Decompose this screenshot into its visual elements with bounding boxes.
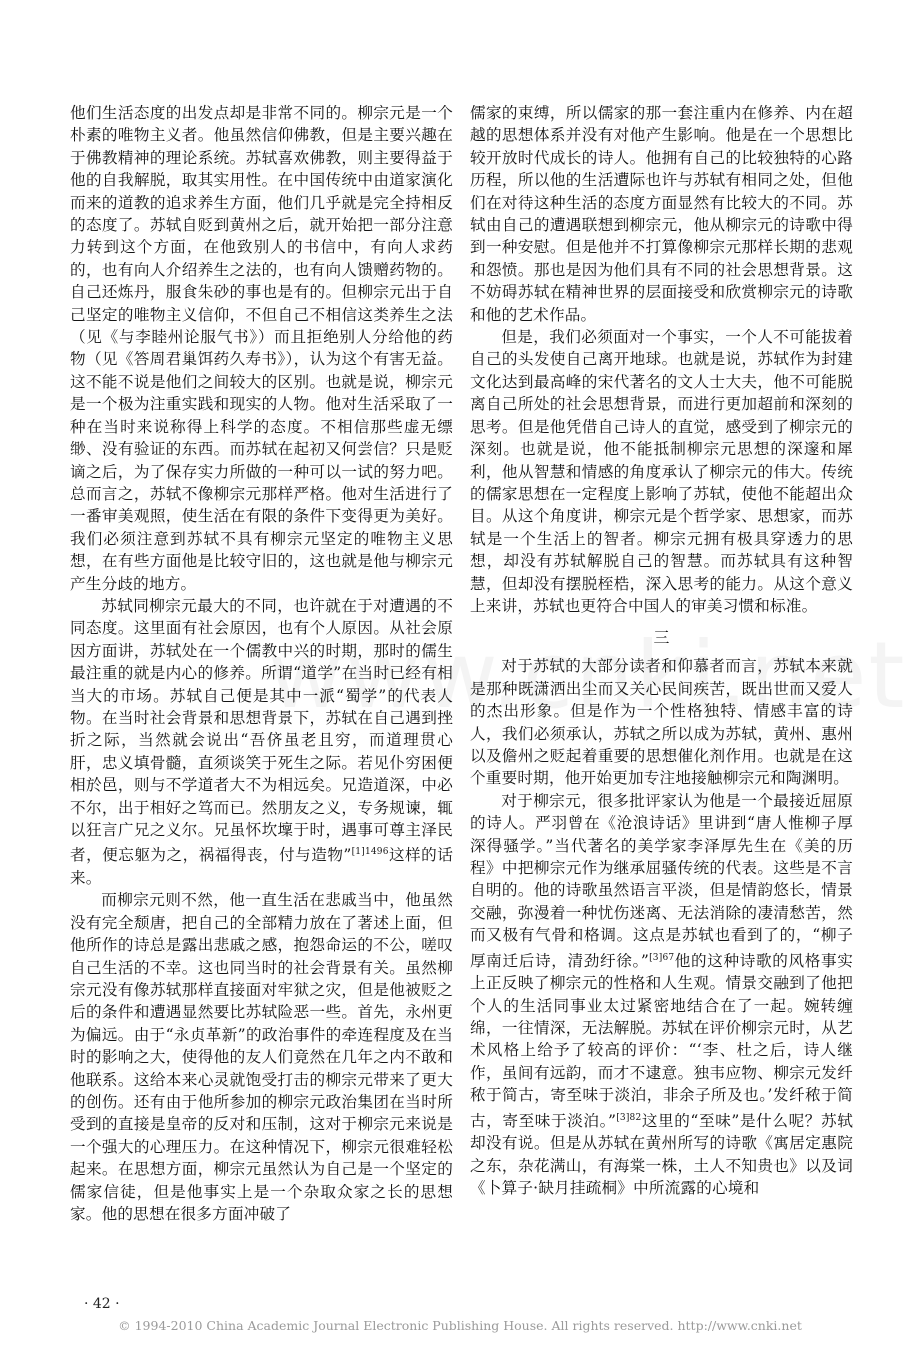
- paragraph-text: 他的这种诗歌的风格事实上正反映了柳宗元的性格和人生观。情景交融到了他把个人的生活同事业太过紧密地结合在了一起。婉转缠绵，一往情深，无法解脱。苏轼在评价柳宗元时，从艺术风格上给予了较高的评价：“‘李、杜之后，诗人继作，虽间有远韵，而才不逮意。独韦应物、柳宗元发纤秾于简古，寄至味于淡泊，非余子所及也。’发纤秾于简古，寄至味于淡泊。”: [470, 951, 854, 1130]
- page-number: · 42 ·: [84, 1296, 120, 1312]
- paragraph-text: 对于柳宗元，很多批评家认为他是一个最接近屈原的诗人。严羽曾在《沧浪诗话》里讲到“唐人惟柳子厚深得骚学。”当代著名的美学家李泽厚先生在《美的历程》中把柳宗元作为继承屈骚传统的代表。这些是不言自明的。他的诗歌虽然语言平淡，但是情韵悠长，情景交融，弥漫着一种忧伤迷离、无法消除的凄清愁苦，然而又极有气骨和格调。这点是苏轼也看到了的，“柳子厚南迁后诗，清劲纡徐。”: [470, 791, 853, 970]
- paragraph: [470, 790, 853, 1200]
- copyright-notice: © 1994-2010 China Academic Journal Electronic Publishing House. All rights reserved. http://www.cnki.net: [118, 1318, 802, 1333]
- paragraph-text: 这样的话来。: [70, 846, 453, 887]
- citation-marker: [3]82: [616, 1112, 642, 1123]
- citation-marker: [1]1496: [351, 847, 389, 858]
- paragraph: 儒家的束缚，所以儒家的那一套注重内在修养、内在超越的思想体系并没有对他产生影响。他是在一个思想比较开放时代成长的诗人。他拥有自己的比较独特的心路历程，所以他的生活遭际也许与苏轼有相同之处，但他们在对待这种生活的态度方面显然有比较大的不同。苏轼由自己的遭遇联想到柳宗元，他从柳宗元的诗歌中得到一种安慰。但是他并不打算像柳宗元那样长期的悲观和怨愤。那也是因为他们具有不同的社会思想背景。这不妨碍苏轼在精神世界的层面接受和欣赏柳宗元的诗歌和他的艺术作品。: [470, 104, 853, 324]
- paragraph: [70, 595, 453, 889]
- citation-marker: [3]67: [649, 952, 675, 963]
- paragraph: 而柳宗元则不然，他一直生活在悲戚当中，他虽然没有完全颓唐，把自己的全部精力放在了著述上面，但他所作的诗总是露出悲戚之感，抱怨命运的不公，嗟叹自己生活的不幸。这也同当时的社会背景有关。虽然柳宗元没有像苏轼那样直接面对牢狱之灾，但是他被贬之后的条件和遭遇显然要比苏轼险恶一些。首先，永州更为偏远。由于“永贞革新”的政治事件的牵连程度及在当时的影响之大，使得他的友人们竟然在几年之内不敢和他联系。这给本来心灵就饱受打击的柳宗元带来了更大的创伤。还有由于他所参加的柳宗元政治集团在当时所受到的直接是皇帝的反对和压制，这对于柳宗元来说是一个强大的心理压力。在这种情况下，柳宗元很难轻松起来。在思想方面，柳宗元虽然认为自己是一个坚定的儒家信徒，但是他事实上是一个杂取众家之长的思想家。他的思想在很多方面冲破了: [70, 891, 453, 1224]
- paragraph-text: 这里的“至味”是什么呢？苏轼却没有说。但是从苏轼在黄州所写的诗歌《寓居定惠院之东，杂花满山，有海棠一株，土人不知贵也》以及词《卜算子·缺月挂疏桐》中所流露的心境和: [470, 1111, 853, 1198]
- paragraph-text: 苏轼同柳宗元最大的不同，也许就在于对遭遇的不同态度。这里面有社会原因，也有个人原因。从社会原因方面讲，苏轼处在一个儒教中兴的时期，那时的儒生最注重的就是内心的修养。所谓“道学”在当时已经有相当大的市场。苏轼自己便是其中一派“蜀学”的代表人物。在当时社会背景和思想背景下，苏轼在自己遇到挫折之际，当然就会说出“吾侪虽老且穷，而道理贯心肝，忠义填骨髓，直须谈笑于死生之际。若见仆穷困便相於邑，则与不学道者大不为相远矣。兄造道深，中必不尔，出于相好之笃而已。然朋友之义，专务规谏，辄以狂言广兄之义尔。兄虽怀坎壈于时，遇事可尊主泽民者，便忘躯为之，祸福得丧，付与造物”: [70, 596, 453, 865]
- paragraph: 但是，我们必须面对一个事实，一个人不可能拔着自己的头发使自己离开地球。也就是说，苏轼作为封建文化达到最高峰的宋代著名的文人士大夫，他不可能脱离自己所处的社会思想背景，而进行更加超前和深刻的思考。但是他凭借自己诗人的直觉，感受到了柳宗元的深刻。也就是说，他不能抵制柳宗元思想的深邃和犀利，他从智慧和情感的角度承认了柳宗元的伟大。传统的儒家思想在一定程度上影响了苏轼，使他不能超出众目。从这个角度讲，柳宗元是个哲学家、思想家，而苏轼是一个生活上的智者。柳宗元拥有极具穿透力的思想，却没有苏轼解脱自己的智慧。而苏轼具有这种智慧，但却没有摆脱桎梏，深入思考的能力。从这个意义上来讲，苏轼也更符合中国人的审美习惯和标准。: [470, 328, 853, 615]
- left-column: [70, 102, 453, 1226]
- paragraph: 他们生活态度的出发点却是非常不同的。柳宗元是一个朴素的唯物主义者。他虽然信仰佛教，但是主要兴趣在于佛教精神的理论系统。苏轼喜欢佛教，则主要得益于他的自我解脱，取其实用性。在中国传统中由道家演化而来的道教的追求养生方面，他们几乎就是完全持相反的态度了。苏轼自贬到黄州之后，就开始把一部分注意力转到这个方面，在他致别人的书信中，有向人求药的，也有向人介绍养生之法的，也有向人馈赠药物的。自己还炼丹，服食朱砂的事也是有的。但柳宗元出于自己坚定的唯物主义信仰，不但自己不相信这类养生之法（见《与李睦州论服气书》）而且拒绝别人分给他的药物（见《答周君巢饵药久寿书》），认为这个有害无益。这不能不说是他们之间较大的区别。也就是说，柳宗元是一个极为注重实践和现实的人物。他对生活采取了一种在当时来说称得上科学的态度。不相信那些虚无缥缈、没有验证的东西。而苏轼在起初又何尝信？只是贬谪之后，为了保存实力所做的一种可以一试的努力吧。总而言之，苏轼不像柳宗元那样严格。他对生活进行了一番审美观照，使生活在有限的条件下变得更为美好。我们必须注意到苏轼不具有柳宗元坚定的唯物主义思想，在有些方面他是比较守旧的，这也就是他与柳宗元产生分歧的地方。: [70, 104, 453, 593]
- section-heading: 三: [653, 628, 670, 648]
- right-column: [470, 102, 853, 1199]
- paragraph: 对于苏轼的大部分读者和仰慕者而言，苏轼本来就是那种既潇洒出尘而又关心民间疾苦，既出世而又爱人的杰出形象。但是作为一个性格独特、情感丰富的诗人，我们必须承认，苏轼之所以成为苏轼，黄州、惠州以及儋州之贬起着重要的思想催化剂作用。也就是在这个重要时期，他开始更加专注地接触柳宗元和陶渊明。: [470, 657, 853, 788]
